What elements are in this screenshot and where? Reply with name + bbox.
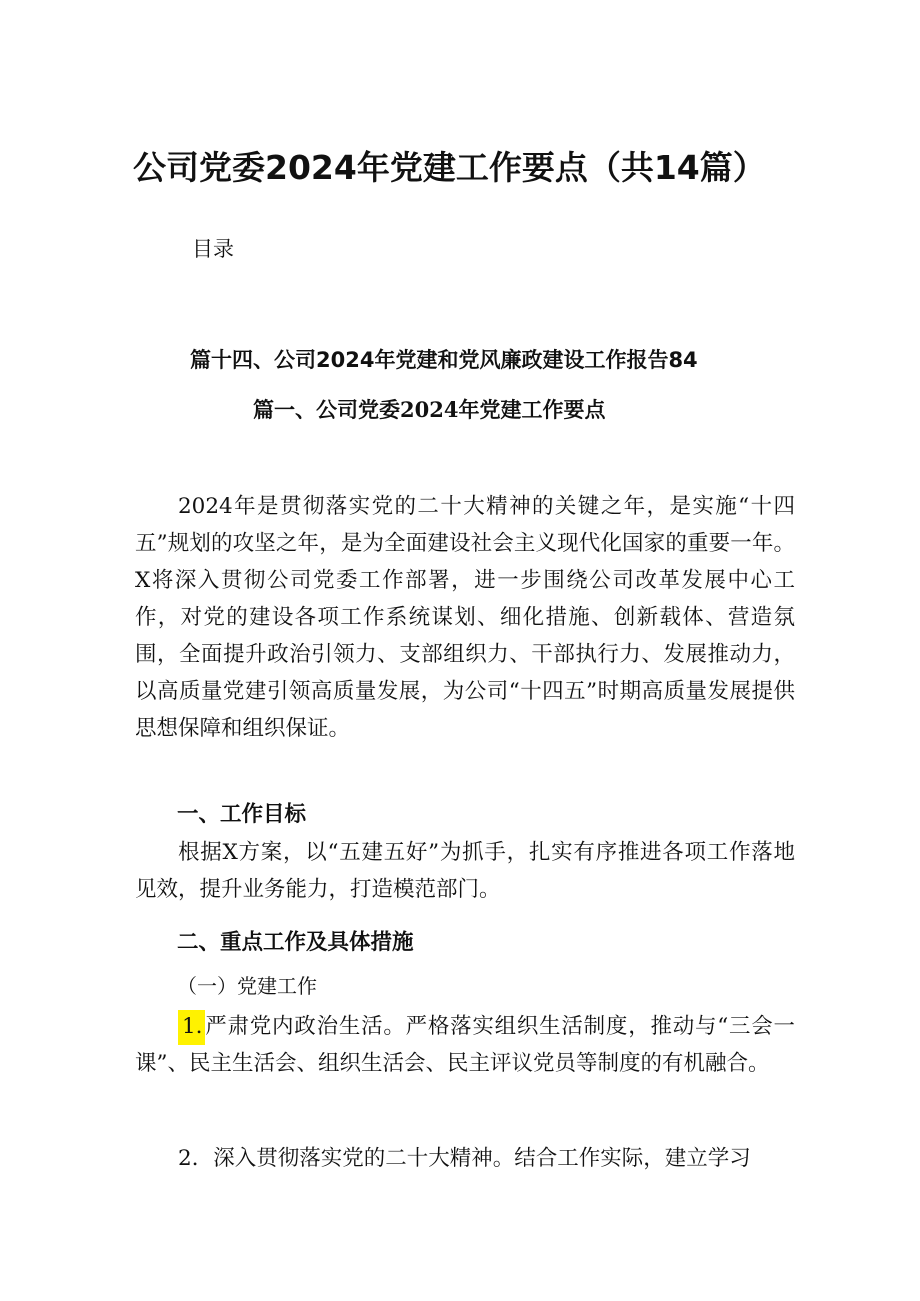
heading-key-work: 二、重点工作及具体措施	[177, 930, 414, 955]
heading-work-goals: 一、工作目标	[177, 802, 307, 827]
item-1-number-highlight: 1.	[178, 1010, 205, 1045]
item-2-paragraph	[135, 1140, 795, 1177]
goals-paragraph: 根据X方案，以“五建五好”为抓手，扎实有序推进各项工作落地见效，提升业务能力，打造模范部门。	[135, 840, 795, 902]
item-1-paragraph	[135, 1008, 795, 1082]
document-title: 公司党委2024年党建工作要点（共14篇）	[133, 148, 766, 187]
intro-paragraph: 2024年是贯彻落实党的二十大精神的关键之年，是实施“十四五”规划的攻坚之年，是为全面建设社会主义现代化国家的重要一年。X将深入贯彻公司党委工作部署，进一步围绕公司改革发展中心工作，对党的建设各项工作系统谋划、细化措施、创新载体、营造氛围，全面提升政治引领力、支部组织力、干部执行力、发展推动力，以高质量党建引领高质量发展，为公司“十四五”时期高质量发展提供思想保障和组织保证。	[135, 494, 795, 741]
item-1-text: 严肃党内政治生活。严格落实组织生活制度，推动与“三会一课”、民主生活会、组织生活会、民主评议党员等制度的有机融合。	[135, 1014, 795, 1076]
toc-item: 篇十四、公司2024年党建和党风廉政建设工作报告84	[190, 348, 698, 372]
item-2-text: ．深入贯彻落实党的二十大精神。结合工作实际，建立学习	[191, 1146, 751, 1171]
subheading-party-building: （一）党建工作	[177, 974, 317, 998]
section-title: 篇一、公司党委2024年党建工作要点	[253, 397, 606, 422]
toc-label: 目录	[192, 237, 234, 261]
item-2-number: 2	[178, 1146, 192, 1171]
